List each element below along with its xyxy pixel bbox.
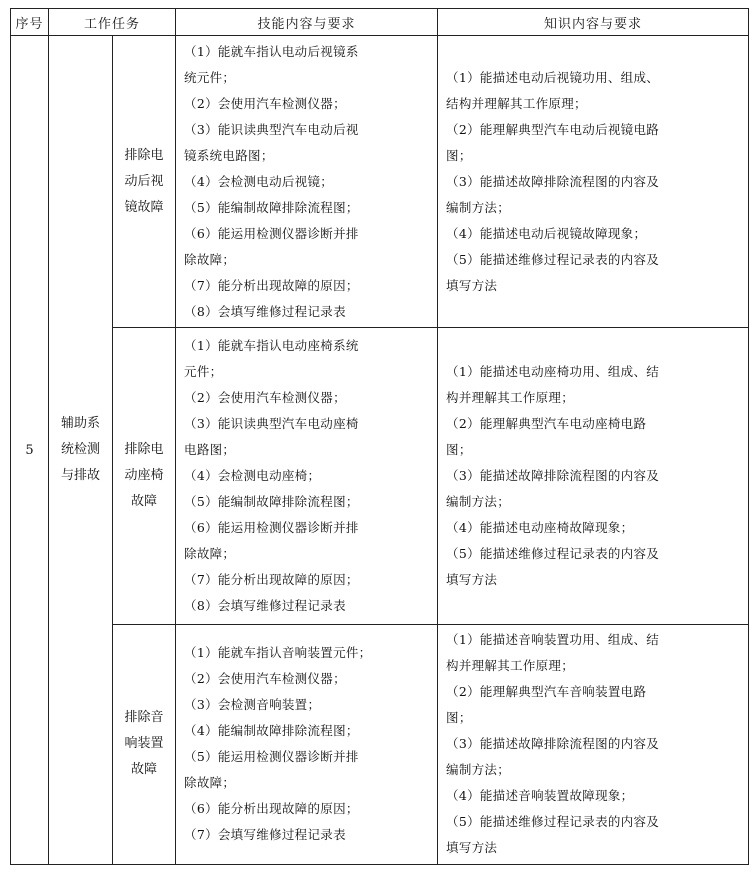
skill-line: （6）能分析出现故障的原因； bbox=[184, 801, 359, 817]
subtask-seat bbox=[113, 328, 176, 624]
task-name-line: 统检测 bbox=[60, 442, 100, 457]
skill-line: （8）会填写维修过程记录表 bbox=[184, 303, 346, 319]
subtask-line: 镜故障 bbox=[124, 199, 164, 215]
subtask-line: 响装置 bbox=[124, 736, 164, 752]
skill-cell bbox=[176, 624, 438, 864]
knowledge-line: 编制方法； bbox=[446, 199, 511, 215]
skill-line: （5）能运用检测仪器诊断并排 bbox=[184, 749, 359, 765]
subtask-line: 故障 bbox=[131, 762, 158, 778]
skill-line: （2）会使用汽车检测仪器； bbox=[184, 390, 346, 406]
knowledge-line: （3）能描述故障排除流程图的内容及 bbox=[446, 173, 660, 189]
knowledge-line: 构并理解其工作原理； bbox=[446, 658, 575, 674]
knowledge-line: （5）能描述维修过程记录表的内容及 bbox=[446, 814, 660, 830]
knowledge-line: （5）能描述维修过程记录表的内容及 bbox=[446, 546, 660, 562]
skill-line: （4）能编制故障排除流程图； bbox=[184, 723, 359, 739]
subtask-line: 动座椅 bbox=[124, 468, 164, 484]
skill-line: （1）能就车指认电动后视镜系 bbox=[184, 43, 359, 59]
skill-line: （6）能运用检测仪器诊断并排 bbox=[184, 520, 359, 536]
knowledge-line: （4）能描述电动座椅故障现象； bbox=[446, 520, 634, 536]
task-name bbox=[49, 36, 113, 865]
knowledge-line: （2）能理解典型汽车电动后视镜电路 bbox=[446, 121, 660, 137]
skill-line: 元件； bbox=[184, 364, 223, 380]
skill-line: 除故障； bbox=[184, 775, 236, 791]
row-seq: 5 bbox=[11, 36, 49, 865]
curriculum-table-page bbox=[10, 8, 748, 865]
header-seq: 序号 bbox=[11, 9, 49, 36]
skill-line: （2）会使用汽车检测仪器； bbox=[184, 671, 346, 687]
skill-line: （3）能识读典型汽车电动后视 bbox=[184, 121, 359, 137]
skill-cell bbox=[176, 328, 438, 624]
knowledge-line: 图； bbox=[446, 147, 472, 163]
knowledge-line: （1）能描述电动后视镜功用、组成、 bbox=[446, 69, 660, 85]
skill-line: （5）能编制故障排除流程图； bbox=[184, 494, 359, 510]
skill-line: （5）能编制故障排除流程图； bbox=[184, 199, 359, 215]
header-skill: 技能内容与要求 bbox=[176, 9, 438, 36]
skill-line: 除故障； bbox=[184, 251, 236, 267]
skill-line: （7）能分析出现故障的原因； bbox=[184, 277, 359, 293]
header-knowledge: 知识内容与要求 bbox=[438, 9, 749, 36]
skill-line: 统元件； bbox=[184, 69, 236, 85]
knowledge-line: （2）能理解典型汽车电动座椅电路 bbox=[446, 416, 647, 432]
subtask-line: 排除电 bbox=[124, 442, 164, 458]
skill-line: （3）会检测音响装置； bbox=[184, 697, 321, 713]
skill-line: 除故障； bbox=[184, 546, 236, 562]
table-row bbox=[11, 328, 749, 624]
subtask-audio bbox=[113, 624, 176, 864]
skill-line: 电路图； bbox=[184, 442, 236, 458]
header-row bbox=[11, 9, 749, 36]
knowledge-cell bbox=[438, 36, 749, 328]
skill-line: （3）能识读典型汽车电动座椅 bbox=[184, 416, 359, 432]
task-name-line: 与排故 bbox=[60, 468, 100, 483]
knowledge-line: （1）能描述电动座椅功用、组成、结 bbox=[446, 364, 660, 380]
subtask-line: 故障 bbox=[131, 494, 158, 510]
header-task: 工作任务 bbox=[49, 9, 176, 36]
knowledge-line: 结构并理解其工作原理； bbox=[446, 95, 587, 111]
knowledge-line: 图； bbox=[446, 442, 472, 458]
knowledge-line: 编制方法； bbox=[446, 494, 511, 510]
knowledge-line: （5）能描述维修过程记录表的内容及 bbox=[446, 251, 660, 267]
subtask-line: 排除音 bbox=[124, 710, 164, 726]
knowledge-line: 构并理解其工作原理； bbox=[446, 390, 575, 406]
skill-line: （8）会填写维修过程记录表 bbox=[184, 598, 346, 614]
table-row bbox=[11, 36, 749, 328]
skill-line: （2）会使用汽车检测仪器； bbox=[184, 95, 346, 111]
knowledge-cell bbox=[438, 328, 749, 624]
knowledge-line: 填写方法 bbox=[446, 840, 498, 856]
skill-line: （4）会检测电动座椅； bbox=[184, 468, 321, 484]
knowledge-line: 编制方法； bbox=[446, 762, 511, 778]
knowledge-line: 图； bbox=[446, 710, 472, 726]
curriculum-table bbox=[10, 8, 749, 865]
knowledge-line: （4）能描述音响装置故障现象； bbox=[446, 788, 634, 804]
knowledge-line: 填写方法 bbox=[446, 572, 498, 588]
skill-line: （1）能就车指认音响装置元件； bbox=[184, 645, 372, 661]
subtask-mirror bbox=[113, 36, 176, 328]
skill-line: （4）会检测电动后视镜； bbox=[184, 173, 334, 189]
knowledge-line: （3）能描述故障排除流程图的内容及 bbox=[446, 736, 660, 752]
skill-line: （7）会填写维修过程记录表 bbox=[184, 827, 346, 843]
knowledge-line: （4）能描述电动后视镜故障现象； bbox=[446, 225, 647, 241]
skill-line: （6）能运用检测仪器诊断并排 bbox=[184, 225, 359, 241]
subtask-line: 动后视 bbox=[124, 173, 164, 189]
knowledge-line: （1）能描述音响装置功用、组成、结 bbox=[446, 632, 660, 648]
knowledge-line: （3）能描述故障排除流程图的内容及 bbox=[446, 468, 660, 484]
subtask-line: 排除电 bbox=[124, 147, 164, 163]
skill-line: （7）能分析出现故障的原因； bbox=[184, 572, 359, 588]
skill-line: 镜系统电路图； bbox=[184, 147, 274, 163]
skill-cell bbox=[176, 36, 438, 328]
table-row bbox=[11, 624, 749, 864]
knowledge-line: 填写方法 bbox=[446, 277, 498, 293]
knowledge-line: （2）能理解典型汽车音响装置电路 bbox=[446, 684, 647, 700]
skill-line: （1）能就车指认电动座椅系统 bbox=[184, 338, 359, 354]
knowledge-cell bbox=[438, 624, 749, 864]
task-name-line: 辅助系 bbox=[60, 416, 100, 431]
